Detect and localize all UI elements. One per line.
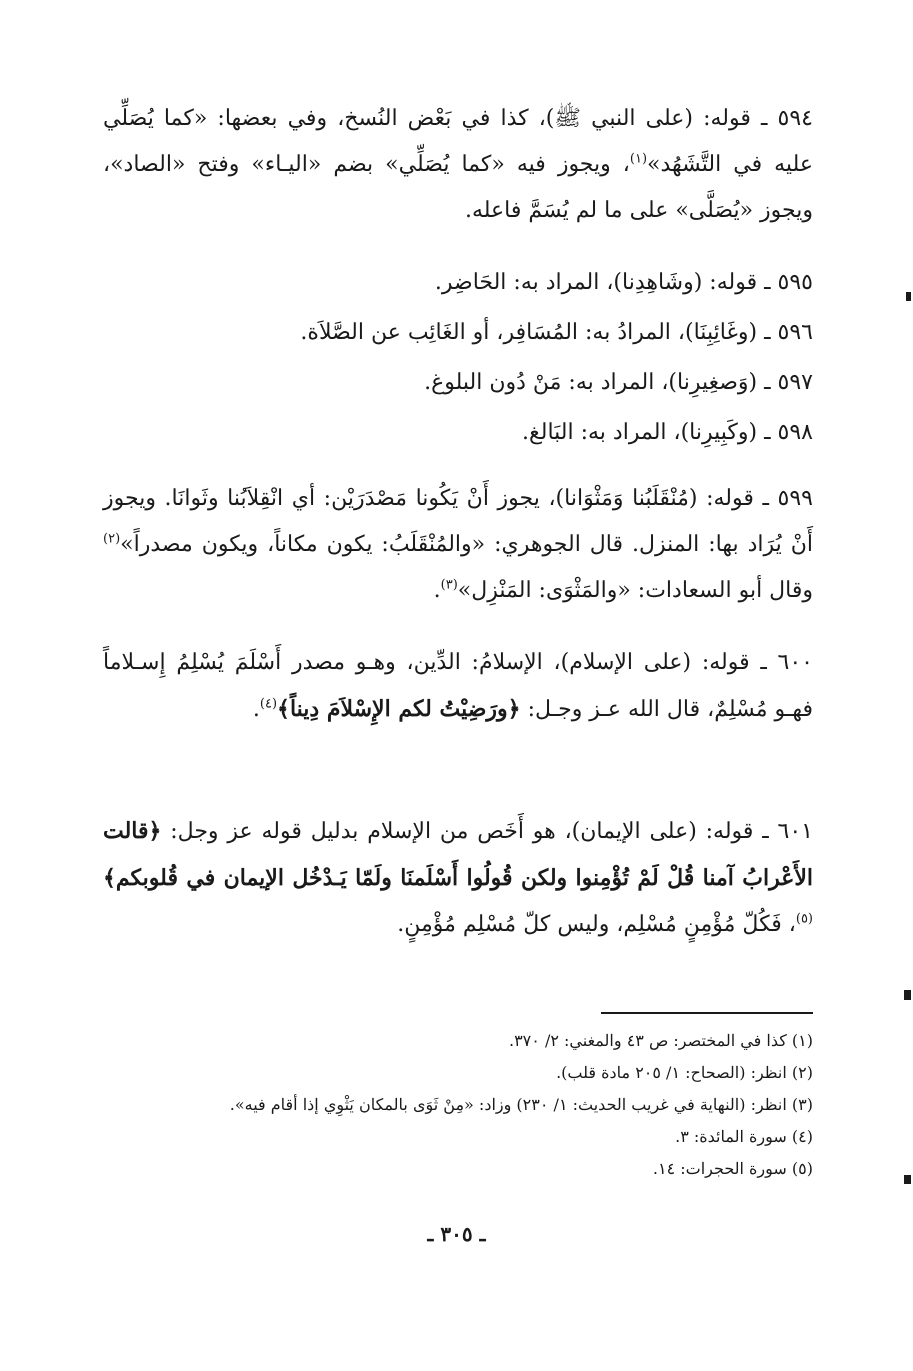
paragraph-598: ٥٩٨ ـ (وكَبِيرِنا)، المراد به: البَالغ.: [522, 420, 813, 445]
page-number: ـ ٣٠٥ ـ: [427, 1222, 486, 1246]
paragraph-text: ، فَكُلّ مُؤْمِنٍ مُسْلِم، وليس كلّ مُسْلِم مُؤْمِنٍ.: [397, 912, 796, 937]
paragraph-text: ٥٩٤ ـ قوله: (على النبي ﷺ)، كذا في بَعْض النُسخ، وفي بعضها: «كما يُصَلِّي عليه في التَّشَهُد»: [103, 106, 813, 177]
paragraph-text: .: [433, 578, 441, 603]
footnote-ref: (٣): [440, 577, 458, 593]
footnote-3: (٣) انظر: (النهاية في غريب الحديث: ١/ ٢٣٠) وزاد: «مِنْ ثَوَى بالمكان يَثْوِي إذا أقام فيه».: [229, 1095, 813, 1114]
paragraph-594: [103, 96, 813, 234]
paragraph-599: [103, 476, 813, 614]
paragraph-text: .: [252, 697, 260, 722]
quran-verse: ﴿قالت الأَعْرابُ آمنا قُلْ لَمْ تُؤْمِنوا ولكن قُولُوا أَسْلَمنَا ولَمّا يَـدْخُل الإيمان في قُلوبكم﴾: [103, 818, 813, 891]
footnote-ref: (٥): [795, 911, 813, 927]
footnote-ref: (٢): [103, 531, 121, 547]
paragraph-text: ٥٩٩ ـ قوله: (مُنْقَلَبُنا وَمَثْوَانا)، يجوز أَنْ يَكُونا مَصْدَرَيْن: أي انْقِلاَبُنا وثَوانَا. ويجوز أَنْ يُرَاد بها: المنزل. قال الجوهري: «والمُنْقَلَبُ: يكون مكاناً، ويكون مصدراً»: [103, 486, 813, 557]
paragraph-601: [103, 808, 813, 948]
paragraph-600: [103, 640, 813, 733]
footnote-divider: [601, 1012, 813, 1014]
paragraph-text: ٦٠١ ـ قوله: (على الإيمان)، هو أَخَص من الإسلام بدليل قوله عز وجل:: [161, 819, 813, 844]
paragraph-596: ٥٩٦ ـ (وغَائِبِنَا)، المرادُ به: المُسَافِر، أو الغَائِب عن الصَّلاَة.: [300, 320, 813, 345]
footnote-ref: (٤): [259, 696, 278, 712]
paragraph-text: ٦٠٠ ـ قوله: (على الإسلام)، الإسلامُ: الدِّين، وهـو مصدر أَسْلَمَ يُسْلِمُ إِسـلاماً فهـو مُسْلِمٌ، قال الله عـز وجـل:: [103, 650, 813, 722]
footnote-ref: (١): [629, 151, 648, 167]
footnote-4: (٤) سورة المائدة: ٣.: [675, 1127, 813, 1146]
scan-mark: [906, 292, 911, 301]
quran-verse: ﴿ورَضِيْتُ لكم الإِسْلاَمَ دِيناً﴾: [277, 696, 521, 722]
footnote-1: (١) كذا في المختصر: ص ٤٣ والمغني: ٢/ ٣٧٠.: [508, 1031, 813, 1050]
paragraph-text: وقال أبو السعادات: «والمَثْوَى: المَنْزِل»: [457, 578, 813, 603]
footnote-5: (٥) سورة الحجرات: ١٤.: [652, 1159, 813, 1178]
paragraph-597: ٥٩٧ ـ (وَصغِيرِنا)، المراد به: مَنْ دُون البلوغ.: [424, 370, 813, 395]
scan-mark: [904, 990, 911, 1000]
paragraph-text: ، ويجوز فيه «كما يُصَلِّي» بضم «اليـاء» وفتح «الصاد»، ويجوز «يُصَلَّى» على ما لم يُسَمَّ فاعله.: [103, 152, 813, 223]
paragraph-595: ٥٩٥ ـ قوله: (وشَاهِدِنا)، المراد به: الحَاضِر.: [434, 270, 813, 295]
footnote-2: (٢) انظر: (الصحاح: ١/ ٢٠٥ مادة قلب).: [556, 1063, 813, 1082]
scan-mark: [904, 1175, 911, 1184]
